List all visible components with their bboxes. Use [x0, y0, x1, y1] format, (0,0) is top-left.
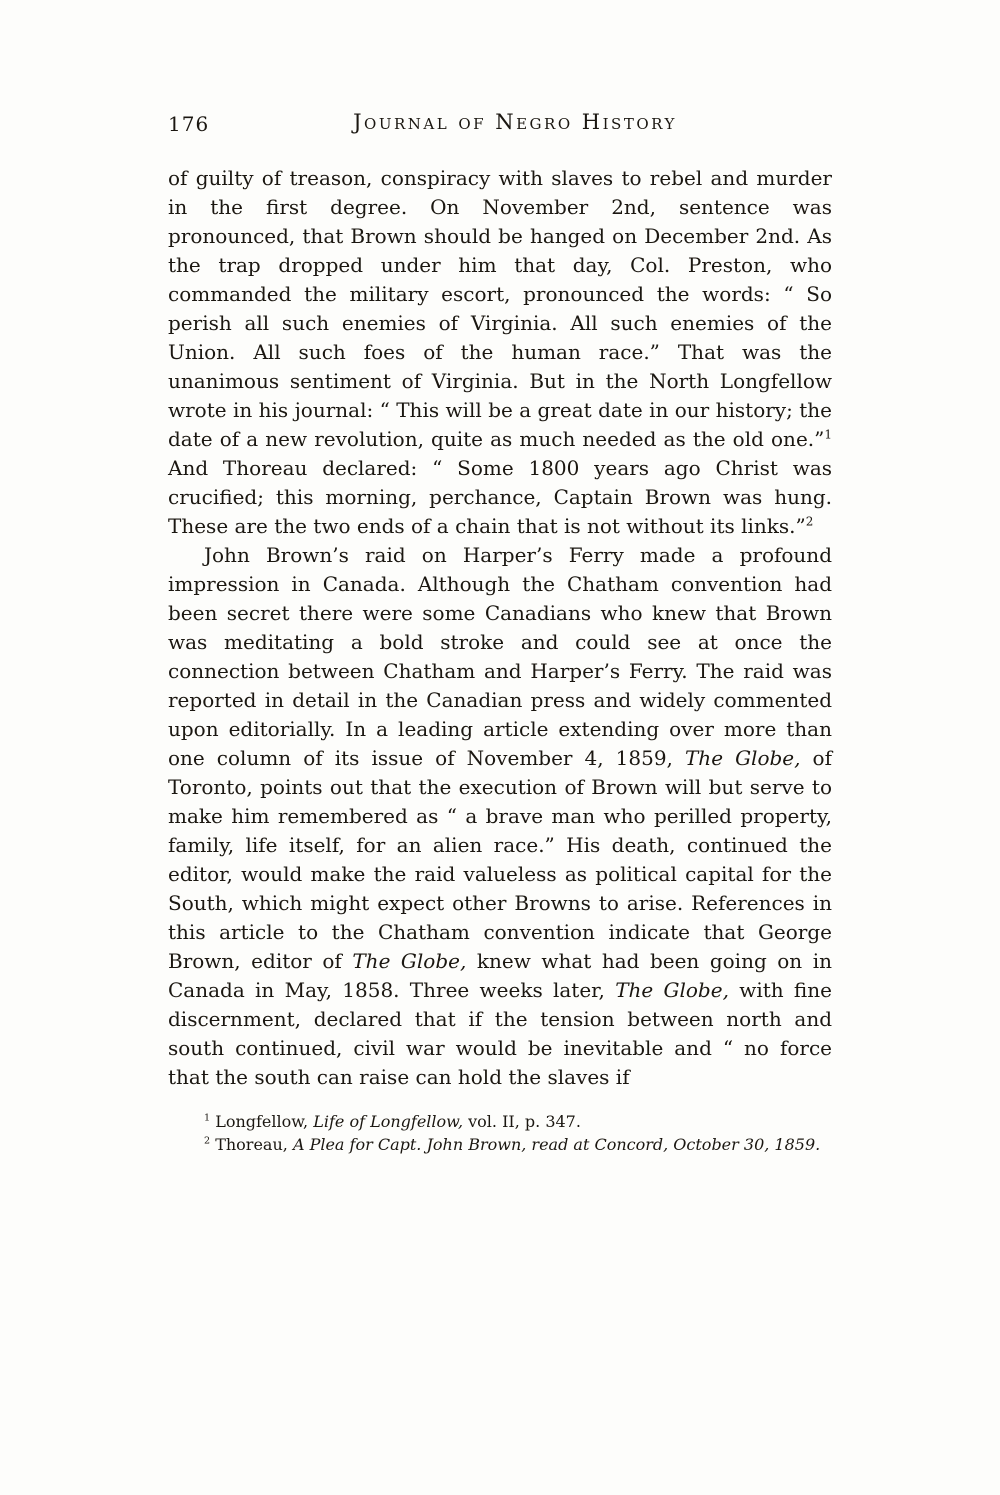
page-body: [168, 164, 832, 1092]
italic-title-text: Life of Longfellow,: [313, 1112, 464, 1131]
text-run: knew what had been going on in Canada in May, 1858. Three weeks later,: [168, 949, 832, 1002]
page-header: [168, 110, 832, 142]
text-column: [168, 110, 832, 1156]
footnote-2: [168, 1133, 832, 1156]
italic-title-text: A Plea for Capt. John Brown, read at Concord, October 30, 1859.: [292, 1135, 821, 1154]
italic-title-text: The Globe,: [615, 978, 729, 1002]
text-run: Longfellow,: [210, 1112, 314, 1131]
footnote-reference: 2: [204, 1135, 211, 1147]
italic-title-text: The Globe,: [684, 746, 801, 770]
text-run: Thoreau,: [210, 1135, 293, 1154]
text-run: John Brown’s raid on Harper’s Ferry made a profound impression in Canada. Although the Chatham convention had been secret there were some Canadians who knew that Brown was meditating a bold stroke and could see at once the connection between Chatham and Harper’s Ferry. The raid was reported in detail in the Canadian press and widely commented upon editorially. In a leading article extending over more than one column of its issue of November 4, 1859,: [168, 543, 832, 770]
text-run: of guilty of treason, conspiracy with slaves to rebel and murder in the first degree. On November 2nd, sentence was pronounced, that Brown should be hanged on December 2nd. As the trap dropped under him that day, Col. Preston, who commanded the military escort, pronounced the words: “ So perish all such enemies of Virginia. All such enemies of the Union. All such foes of the human race.” That was the unanimous sentiment of Virginia. But in the North Longfellow wrote in his journal: “ This will be a great date in our history; the date of a new revolution, quite as much needed as the old one.”: [168, 166, 832, 451]
text-run: And Thoreau declared: “ Some 1800 years ago Christ was crucified; this morning, perchance, Captain Brown was hung. These are the two ends of a chain that is not without its links.”: [168, 456, 832, 538]
body-paragraph: [168, 541, 832, 1092]
footnote-reference: 2: [805, 514, 814, 529]
text-run: vol. II, p. 347.: [463, 1112, 581, 1131]
footnotes-section: [168, 1110, 832, 1156]
page-number: 176: [168, 112, 210, 136]
text-run: with fine discernment, declared that if the tension between north and south continued, civil war would be inevitable and “ no force that the south can raise can hold the slaves if: [168, 978, 832, 1089]
footnote-reference: 1: [824, 427, 832, 442]
italic-title-text: The Globe,: [352, 949, 467, 973]
journal-title: Journal of Negro History: [353, 110, 677, 134]
footnote-reference: 1: [204, 1112, 211, 1124]
footnote-1: [168, 1110, 832, 1133]
body-paragraph-continuation: [168, 164, 832, 541]
text-run: of Toronto, points out that the execution of Brown will but serve to make him remembered as “ a brave man who perilled property, family, life itself, for an alien race.” His death, continued the editor, would make the raid valueless as political capital for the South, which might expect other Browns to arise. References in this article to the Chatham convention indicate that George Brown, editor of: [168, 746, 832, 973]
